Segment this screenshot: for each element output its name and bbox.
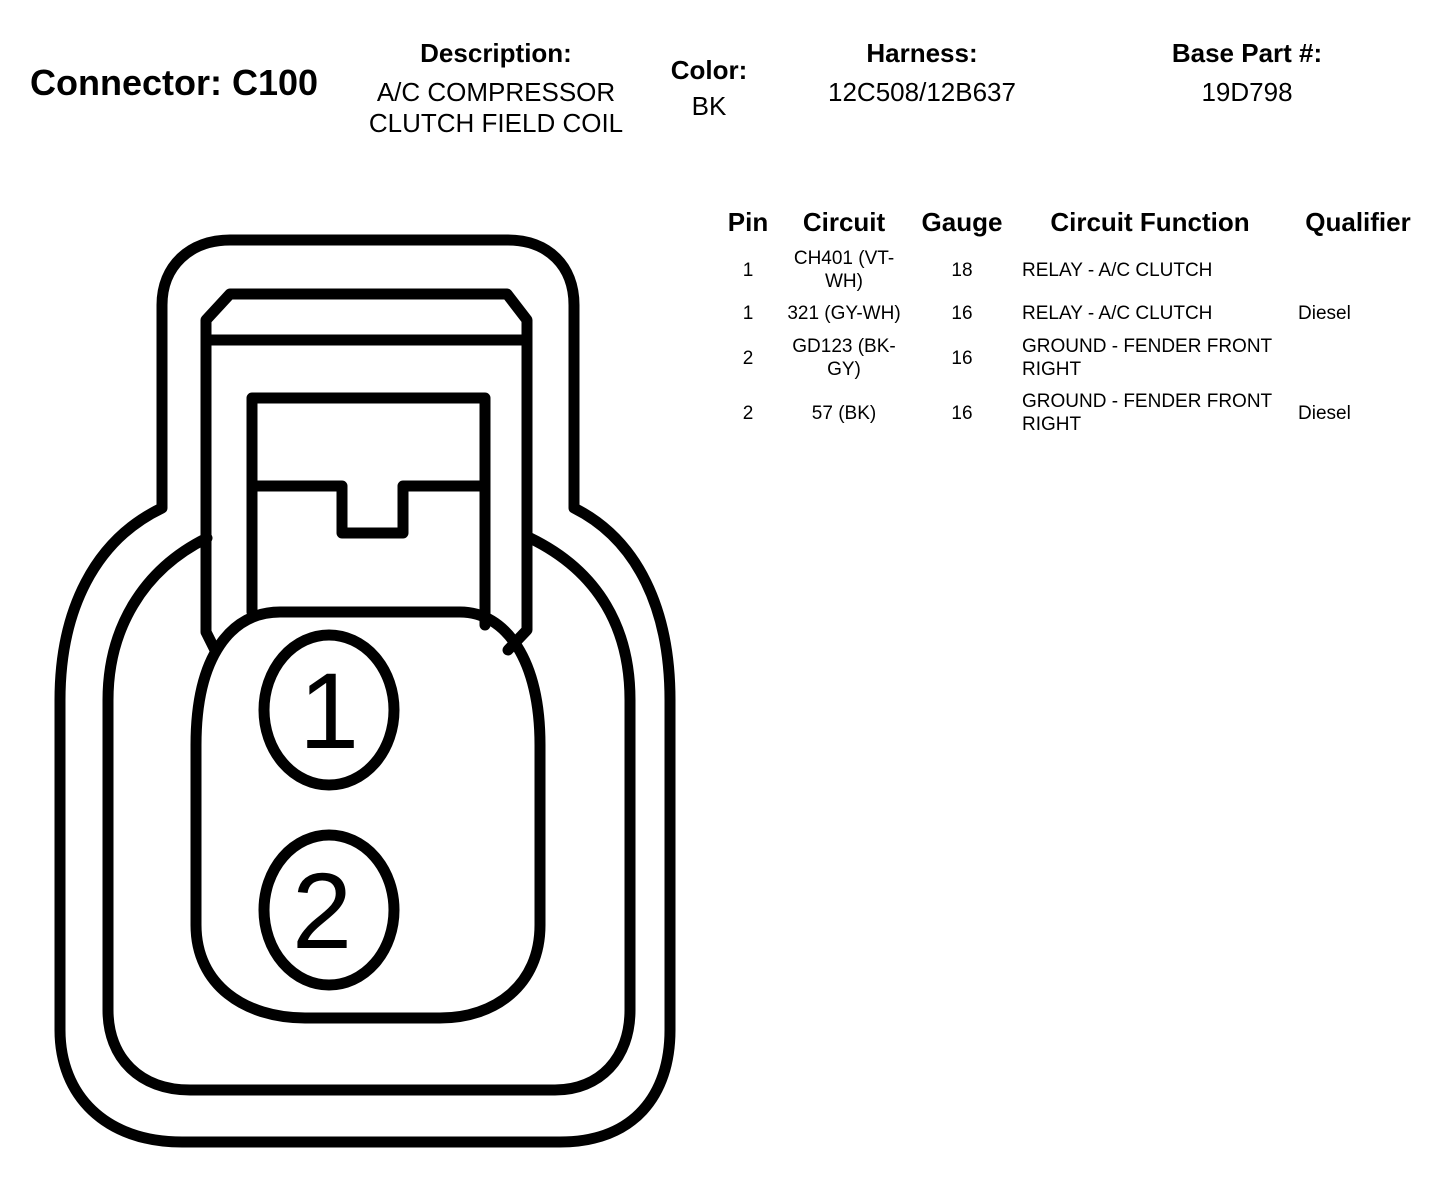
harness-label: Harness: (866, 38, 978, 68)
color-value: BK (691, 91, 727, 121)
header-circuit: Circuit (802, 206, 886, 237)
pin-1-label: 1 (298, 650, 360, 771)
pin-cavity-insert (196, 612, 540, 1018)
description-value: A/C COMPRESSOR CLUTCH FIELD COIL (368, 77, 624, 138)
description-label: Description: (420, 38, 572, 68)
base-part-value: 19D798 (1201, 77, 1293, 107)
cell-pin: 1 (742, 302, 754, 324)
header-qualifier: Qualifier (1305, 206, 1411, 237)
pin-2-label: 2 (291, 850, 353, 971)
cell-gauge: 16 (951, 347, 973, 369)
color-label: Color: (670, 55, 748, 85)
keyway-notch (252, 486, 485, 533)
harness-value: 12C508/12B637 (828, 77, 1016, 107)
cell-function: GROUND - FENDER FRONT RIGHT (1022, 391, 1272, 435)
header-circuit-function: Circuit Function (1050, 206, 1250, 237)
cell-function: RELAY - A/C CLUTCH (1022, 259, 1213, 281)
cell-circuit: 321 (GY-WH) (787, 302, 901, 324)
header-pin: Pin (727, 206, 769, 237)
cell-pin: 2 (742, 402, 754, 424)
outer-housing-outline (60, 240, 670, 1142)
cell-pin: 2 (742, 347, 754, 369)
header-gauge: Gauge (921, 206, 1003, 237)
cell-pin: 1 (742, 259, 754, 281)
cell-function: GROUND - FENDER FRONT RIGHT (1022, 336, 1272, 380)
cell-circuit: 57 (BK) (811, 402, 877, 424)
cell-gauge: 18 (951, 259, 973, 281)
cell-gauge: 16 (951, 402, 973, 424)
keyway-slot-outline (252, 398, 485, 625)
cell-circuit: CH401 (VT-WH) (793, 248, 895, 292)
cell-gauge: 16 (951, 302, 973, 324)
cell-function: RELAY - A/C CLUTCH (1022, 302, 1213, 324)
cell-qualifier: Diesel (1298, 302, 1351, 324)
cell-circuit: GD123 (BK-GY) (792, 336, 896, 380)
connector-title: Connector: C100 (30, 62, 319, 103)
base-part-label: Base Part #: (1171, 38, 1323, 68)
cell-qualifier: Diesel (1298, 402, 1351, 424)
inner-housing-outline (108, 538, 630, 1090)
